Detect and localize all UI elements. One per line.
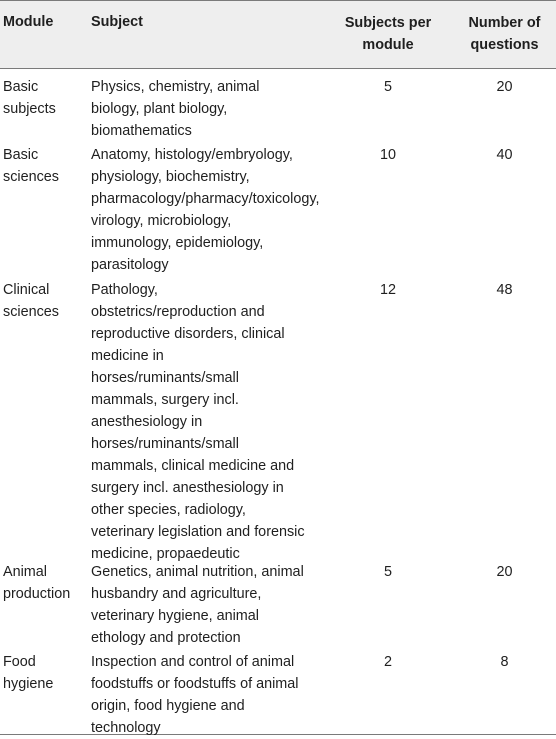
row-food-hygiene-subjects-per-module: 2 <box>383 654 392 670</box>
header-subjects-per-module: Subjects per module <box>344 15 432 53</box>
row-basic-subjects-number-of-questions: 20 <box>496 79 513 95</box>
row-clinical-sciences-subjects-per-module: 12 <box>379 282 396 298</box>
row-clinical-sciences-number-of-questions: 48 <box>496 282 513 298</box>
header-subject: Subject <box>91 14 143 30</box>
row-basic-sciences-subjects-per-module: 10 <box>379 147 396 163</box>
row-basic-subjects-subject: Physics, chemistry, animal biology, plant biology, biomathematics <box>91 79 260 139</box>
row-animal-production-module: Animal production <box>3 564 71 602</box>
row-animal-production-subject: Genetics, animal nutrition, animal husbandry and agriculture, veterinary hygiene, animal ethology and protection <box>91 564 304 646</box>
table-top-rule <box>0 0 556 1</box>
table-header-rule <box>0 68 556 69</box>
header-module: Module <box>3 14 54 30</box>
row-basic-subjects-subjects-per-module: 5 <box>383 79 392 95</box>
row-basic-sciences-number-of-questions: 40 <box>496 147 513 163</box>
row-clinical-sciences-module: Clinical sciences <box>3 282 59 320</box>
row-animal-production-number-of-questions: 20 <box>496 564 513 580</box>
row-food-hygiene-number-of-questions: 8 <box>500 654 509 670</box>
header-number-of-questions: Number of questions <box>468 15 541 53</box>
row-basic-sciences-subject: Anatomy, histology/embryology, physiology, biochemistry, pharmacology/pharmacy/toxicology, virology, microbiology, immunology, epidemiology, parasitology <box>91 147 320 273</box>
row-animal-production-subjects-per-module: 5 <box>383 564 392 580</box>
row-food-hygiene-subject: Inspection and control of animal foodstuffs or foodstuffs of animal origin, food hygiene and technology <box>91 654 299 736</box>
row-basic-sciences-module: Basic sciences <box>3 147 59 185</box>
row-basic-subjects-module: Basic subjects <box>3 79 56 117</box>
row-food-hygiene-module: Food hygiene <box>3 654 54 692</box>
row-clinical-sciences-subject: Pathology, obstetrics/reproduction and reproductive disorders, clinical medicine in horses/ruminants/small mammals, surgery incl. anesthesiology in horses/ruminants/small mammals, clinical medicine and surgery incl. anesthesiology in other species, radiology, veterinary legislation and forensic medicine, propaedeutic <box>91 282 305 562</box>
